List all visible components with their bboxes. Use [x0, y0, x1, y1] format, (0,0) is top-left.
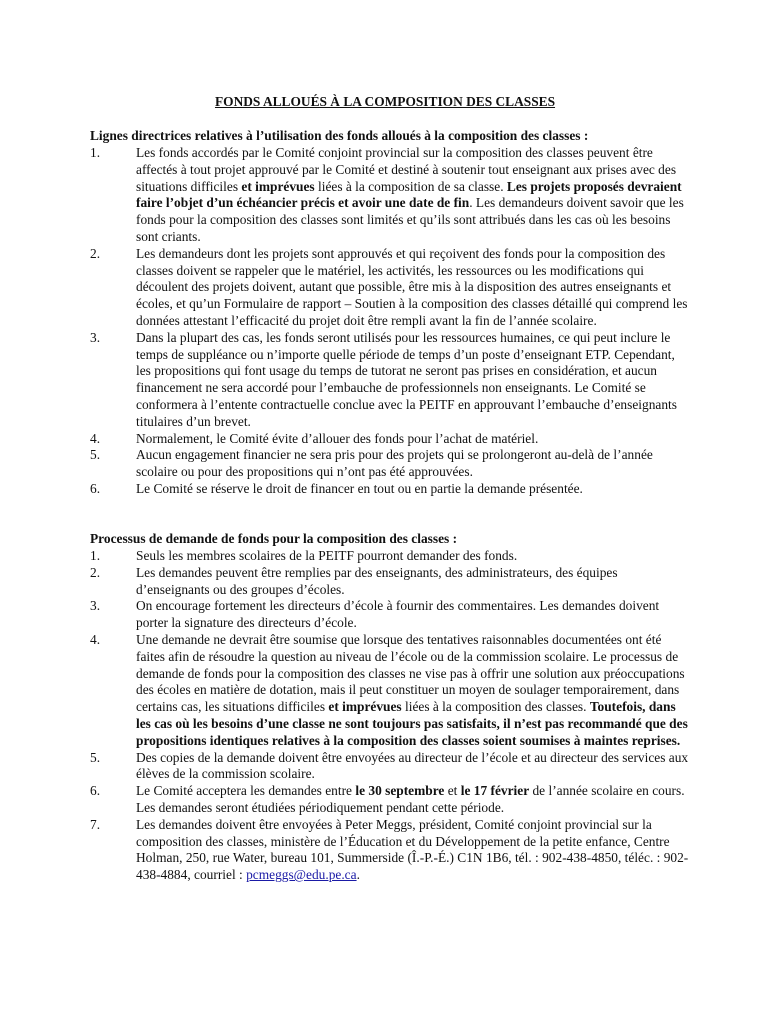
list-item [90, 431, 690, 448]
item-text: Le Comité acceptera les demandes entre [136, 783, 356, 799]
item-text: liées à la composition de sa classe. [314, 178, 507, 194]
list-item-number: 5. [90, 749, 101, 765]
item-text: liées à la composition des classes. [401, 699, 590, 715]
list-item-number: 5. [90, 447, 101, 463]
item-text: et [444, 783, 461, 799]
bold-text: le 30 septembre [355, 783, 445, 799]
list-item-number: 4. [90, 631, 101, 647]
list-item [90, 598, 690, 632]
list-item-number: 7. [90, 816, 101, 832]
list-item [90, 246, 690, 330]
list-item [90, 330, 690, 431]
list-item-number: 3. [90, 598, 101, 614]
item-text: Une demande ne devrait être soumise que lorsque des tentatives raisonnables documentées ont été faites afin de résoudre la question au niveau de l’école ou de la commission scolaire. Le processus de demande de fonds pour la composition des classes ne vise pas à offrir une solution aux préoccupations des écoles en matière de dotation, mais il peut constituer un moyen de soulager temporairement, dans certains cas, les situations difficiles [136, 631, 685, 715]
list-item [90, 750, 690, 784]
item-text: . [356, 867, 360, 883]
list-item [90, 548, 690, 565]
list-item-number: 4. [90, 430, 101, 446]
list-item-number: 6. [90, 480, 101, 496]
item-text: Le Comité se réserve le droit de financer en tout ou en partie la demande présentée. [136, 480, 583, 496]
list-item-number: 2. [90, 245, 101, 261]
bold-text: le 17 février [460, 783, 530, 799]
page-title: FONDS ALLOUÉS À LA COMPOSITION DES CLASSES [214, 94, 556, 109]
bold-text: Les projets proposés devraient faire l’objet d’un échéancier précis et avoir une date de fin [136, 178, 682, 211]
list-item-number: 6. [90, 783, 101, 799]
list-item [90, 447, 690, 481]
bold-text: et imprévues [328, 699, 402, 715]
item-text: Les demandes doivent être envoyées à Peter Meggs, président, Comité conjoint provincial sur la composition des classes, ministère de l’Éducation et du Développement de la petite enfance, Centre Holman, 250, rue Water, bureau 101, Summerside (Î.-P.-É.) C1N 1B6, tél. : 902-438-4850, téléc. : 902-438-4884, courriel : [136, 816, 689, 883]
item-text: Dans la plupart des cas, les fonds seront utilisés pour les ressources humaines, ce qui peut inclure le temps de suppléance ou n’importe quelle période de temps d’un poste d’enseignant ETP. Cependant, les propositions qui font usage du temps de tutorat ne seront pas prises en considération, et aucun financement ne sera accordé pour l’embauche de professionnels non enseignants. Le Comité se conformera à l’entente contractuelle conclue avec la PEITF en approuvant l’embauche d’enseignants titulaires d’un brevet. [136, 329, 677, 429]
process-list [90, 548, 690, 884]
item-text: On encourage fortement les directeurs d’école à fournir des commentaires. Les demandes doivent porter la signature des directeurs d’école. [136, 598, 660, 631]
item-text: Des copies de la demande doivent être envoyées au directeur de l’école et au directeur des services aux élèves de la commission scolaire. [136, 749, 689, 782]
list-item [90, 145, 690, 246]
bold-text: et imprévues [241, 178, 315, 194]
list-item [90, 481, 690, 498]
item-text: Les demandeurs dont les projets sont approuvés et qui reçoivent des fonds pour la composition des classes doivent se rappeler que le matériel, les activités, les ressources ou les modifications qui découlent des projets doivent, autant que possible, être mis à la disposition des autres enseignants et écoles, et qu’un Formulaire de rapport – Soutien à la composition des classes détaillé qui comprend les données attestant l’efficacité du projet doit être rempli avant la fin de l’année scolaire. [136, 245, 688, 328]
item-text: Aucun engagement financier ne sera pris pour des projets qui se prolongeront au-delà de l’année scolaire ou pour des propositions qui n’ont pas été approuvées. [136, 447, 653, 480]
list-item-number: 1. [90, 548, 101, 563]
item-text: Les fonds accordés par le Comité conjoint provincial sur la composition des classes peuvent être affectés à tout projet approuvé par le Comité et destiné à soutenir tout enseignant aux prises avec des situations difficiles [136, 145, 677, 194]
list-item-number: 3. [90, 329, 101, 345]
bold-text: Toutefois, dans les cas où les besoins d’une classe ne sont toujours pas satisfaits, il n’est pas recommandé que des propositions identiques relatives à la composition des classes soient soumises à maintes reprises. [136, 699, 688, 748]
list-item [90, 565, 690, 599]
item-text: de l’année scolaire en cours. Les demandes seront étudiées périodiquement pendant cette période. [136, 783, 685, 815]
item-text: . Les demandeurs doivent savoir que les fonds pour la composition des classes sont limités et qu’ils sont attribués dans les cas où les besoins sont criants. [136, 195, 684, 244]
guidelines-list [90, 145, 690, 498]
item-text: Les demandes peuvent être remplies par des enseignants, des administrateurs, des équipes d’enseignants ou des groupes d’écoles. [136, 564, 618, 597]
list-item [90, 783, 690, 817]
item-text: Seuls les membres scolaires de la PEITF pourront demander des fonds. [136, 548, 518, 563]
list-item-number: 1. [90, 145, 101, 160]
process-heading: Processus de demande de fonds pour la composition des classes : [90, 531, 458, 546]
list-item [90, 817, 690, 884]
guidelines-heading: Lignes directrices relatives à l’utilisation des fonds alloués à la composition des classes : [90, 128, 589, 143]
list-item-number: 2. [90, 564, 101, 580]
item-text: Normalement, le Comité évite d’allouer des fonds pour l’achat de matériel. [136, 430, 539, 446]
email-link[interactable]: pcmeggs@edu.pe.ca [246, 867, 357, 883]
list-item [90, 632, 690, 750]
